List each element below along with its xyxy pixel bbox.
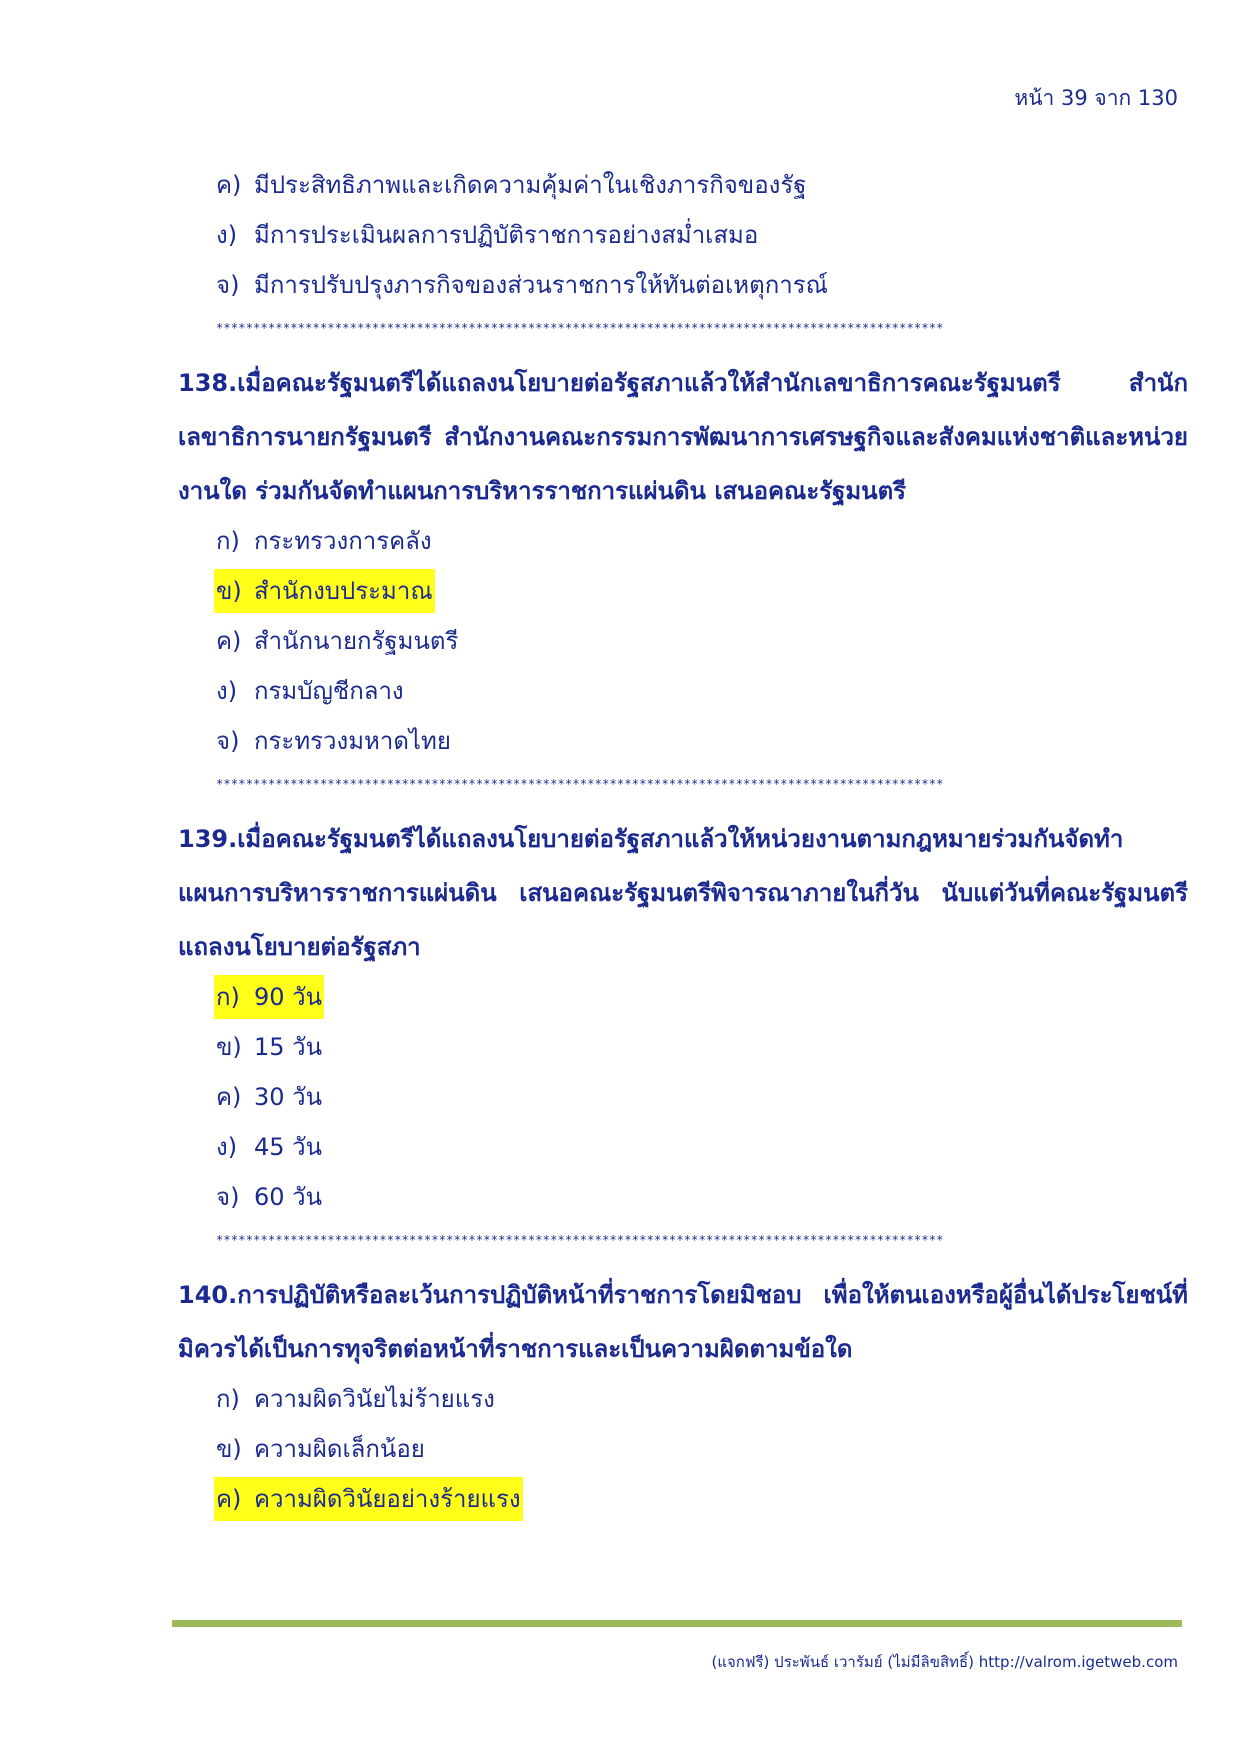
answer-option (214, 516, 1188, 566)
quiz-content (178, 160, 1188, 1524)
footer-credit: (แจกฟรี) ประพันธ์ เวารัมย์ (ไม่มีลิขสิทธิ์) http://valrom.igetweb.com (711, 1653, 1178, 1671)
answer-option (214, 1172, 1188, 1222)
question-text: 140.การปฏิบัติหรือละเว้นการปฏิบัติหน้าที่ราชการโดยมิชอบ เพื่อให้ตนเองหรือผู้อื่นได้ประโยชน์ที่มิควรได้เป็นการทุจริตต่อหน้าที่ราชการและเป็นความผิดตามข้อใด (178, 1281, 1188, 1363)
option-letter: จ) (216, 271, 240, 299)
correct-answer-option (214, 1474, 1188, 1524)
option-text: 30 วัน (254, 1083, 323, 1111)
answer-option (214, 1374, 1188, 1424)
option-letter: ค) (216, 171, 242, 199)
option-letter: ง) (216, 1133, 238, 1161)
option-letter: ง) (216, 677, 238, 705)
option-letter: ข) (216, 1033, 242, 1061)
question-block (178, 812, 1188, 1222)
option-text: ความผิดวินัยไม่ร้ายแรง (254, 1385, 495, 1413)
question-text: 138.เมื่อคณะรัฐมนตรีได้แถลงนโยบายต่อรัฐสภาแล้วให้สำนักเลขาธิการคณะรัฐมนตรี สำนักเลขาธิการนายกรัฐมนตรี สำนักงานคณะกรรมการพัฒนาการเศรษฐกิจและสังคมแห่งชาติและหน่วยงานใด ร่วมกันจัดทำแผนการบริหารราชการแผ่นดิน เสนอคณะรัฐมนตรี (178, 369, 1188, 505)
answer-option (214, 1122, 1188, 1172)
question-block (178, 1268, 1188, 1524)
option-text: 90 วัน (254, 983, 323, 1011)
answer-option (214, 1022, 1188, 1072)
answer-option (214, 616, 1188, 666)
option-text: สำนักนายกรัฐมนตรี (254, 627, 459, 655)
option-text: มีประสิทธิภาพและเกิดความคุ้มค่าในเชิงภารกิจของรัฐ (254, 171, 807, 199)
answer-option (214, 1424, 1188, 1474)
answer-option (214, 210, 1188, 260)
option-text: กระทรวงมหาดไทย (254, 727, 451, 755)
option-text: 45 วัน (254, 1133, 323, 1161)
option-text: กระทรวงการคลัง (254, 527, 432, 555)
option-letter: ค) (216, 1485, 242, 1513)
option-letter: ข) (216, 577, 242, 605)
option-text: ความผิดวินัยอย่างร้ายแรง (254, 1485, 521, 1513)
option-letter: ก) (216, 527, 240, 555)
option-text: มีการประเมินผลการปฏิบัติราชการอย่างสม่ำเสมอ (254, 221, 759, 249)
question-text: 139.เมื่อคณะรัฐมนตรีได้แถลงนโยบายต่อรัฐสภาแล้วให้หน่วยงานตามกฎหมายร่วมกันจัดทำแผนการบริหารราชการแผ่นดิน เสนอคณะรัฐมนตรีพิจารณาภายในกี่วัน นับแต่วันที่คณะรัฐมนตรีแถลงนโยบายต่อรัฐสภา (178, 825, 1188, 961)
separator: ************************************************************************************************** (216, 321, 944, 335)
previous-options (178, 160, 1188, 310)
option-text: สำนักงบประมาณ (254, 577, 433, 605)
option-letter: จ) (216, 1183, 240, 1211)
answer-option (214, 1072, 1188, 1122)
answer-option (214, 160, 1188, 210)
correct-answer-option (214, 566, 1188, 616)
option-letter: ก) (216, 1385, 240, 1413)
question-block (178, 356, 1188, 766)
separator: ************************************************************************************************** (216, 777, 944, 791)
answer-option (214, 260, 1188, 310)
correct-answer-option (214, 972, 1188, 1022)
separator: ************************************************************************************************** (216, 1233, 944, 1247)
option-text: 15 วัน (254, 1033, 323, 1061)
option-text: ความผิดเล็กน้อย (254, 1435, 425, 1463)
option-text: มีการปรับปรุงภารกิจของส่วนราชการให้ทันต่อเหตุการณ์ (254, 271, 828, 299)
option-letter: ค) (216, 627, 242, 655)
answer-option (214, 716, 1188, 766)
answer-option (214, 666, 1188, 716)
option-letter: ค) (216, 1083, 242, 1111)
option-letter: จ) (216, 727, 240, 755)
page-number: หน้า 39 จาก 130 (1014, 86, 1178, 110)
option-letter: ก) (216, 983, 240, 1011)
option-letter: ข) (216, 1435, 242, 1463)
option-text: 60 วัน (254, 1183, 323, 1211)
option-letter: ง) (216, 221, 238, 249)
option-text: กรมบัญชีกลาง (254, 677, 404, 705)
footer-rule (172, 1620, 1182, 1627)
